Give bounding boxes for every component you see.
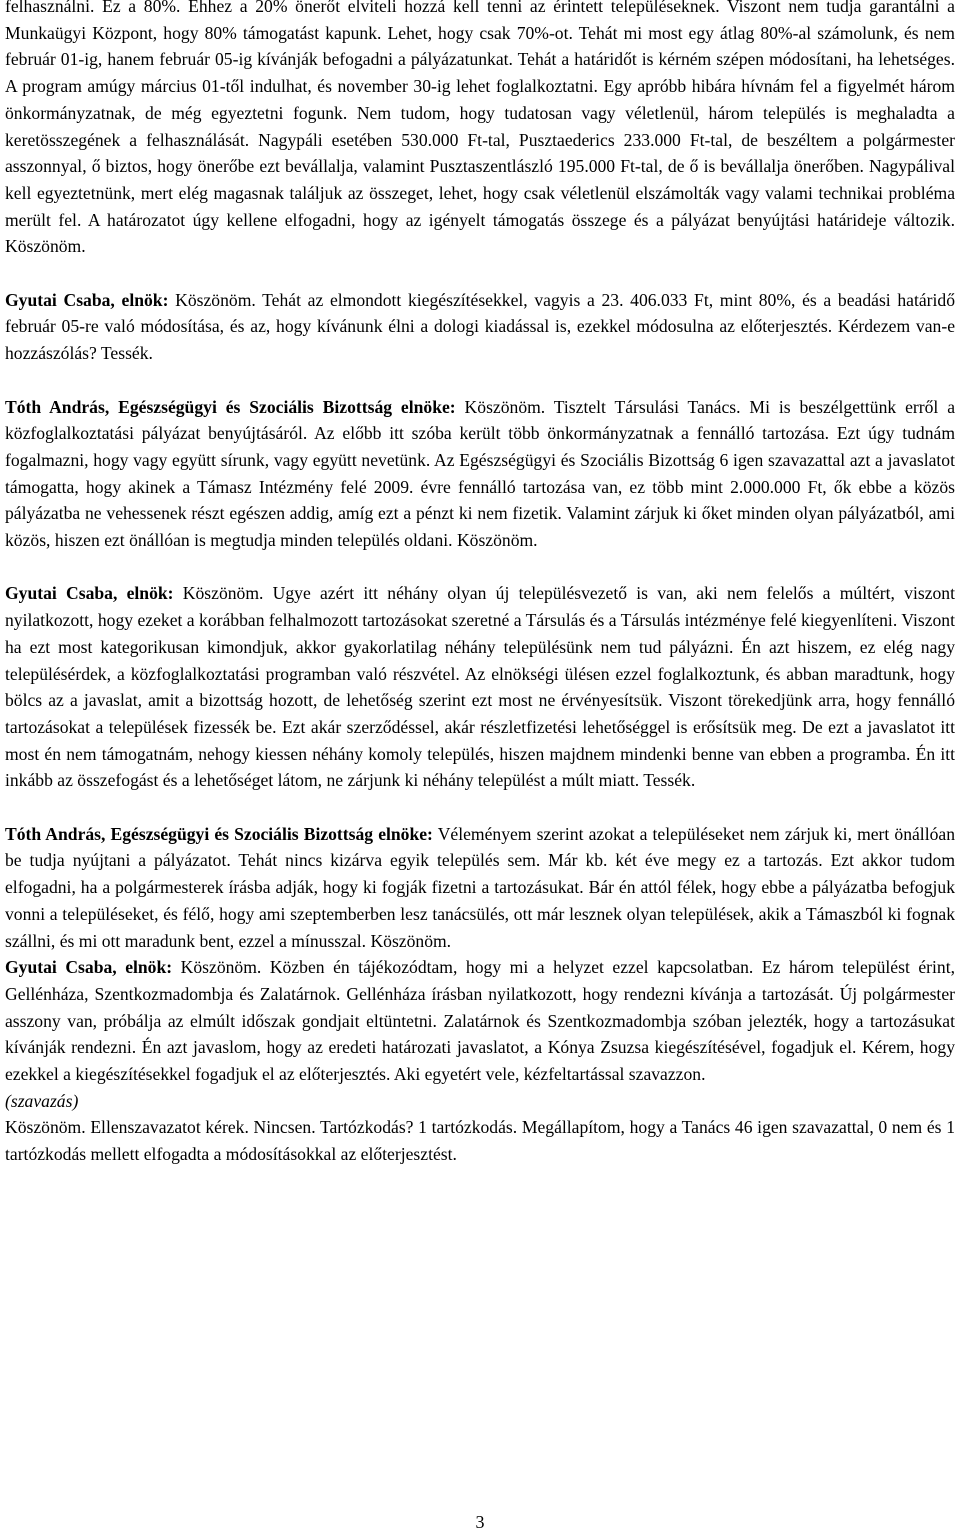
paragraph-gap bbox=[5, 367, 955, 394]
paragraph-chairman bbox=[5, 287, 955, 367]
speaker-label: Gyutai Csaba, elnök: bbox=[5, 957, 173, 978]
voting-note-text: (szavazás) bbox=[5, 1090, 79, 1111]
speaker-label: Tóth András, Egészségügyi és Szociális Bizottság elnöke: bbox=[5, 823, 433, 844]
paragraph-text: Köszönöm. Közben én tájékozódtam, hogy mi a helyzet ezzel kapcsolatban. Ez három települést érint, Gellénháza, Szentkozmadombja és Zalatárnok. Gellénháza írásban nyilatkozott, hogy rendezni kívánja a tartozását. Új polgármester asszony van, próbálja az elmúlt időszak gondjait eltüntetni. Zalatárnok és Szentkozmadombja szóban jelezték, hogy a tartozásukat kívánják rendezni. Én azt javaslom, hogy az eredeti határozati javaslatot, a Kónya Zsuzsa kiegészítésével, fogadjuk el. Kérem, hogy ezekkel a kiegészítésekkel fogadjuk el az előterjesztés. Aki egyetért vele, kézfeltartással szavazzon. bbox=[5, 957, 956, 1085]
speaker-label: Gyutai Csaba, elnök: bbox=[5, 583, 174, 604]
speaker-label: Gyutai Csaba, elnök: bbox=[5, 289, 169, 310]
paragraph-chairman bbox=[5, 954, 955, 1088]
paragraph-committee-chair bbox=[5, 394, 955, 554]
paragraph-text: Köszönöm. Ellenszavazatot kérek. Nincsen. Tartózkodás? 1 tartózkodás. Megállapítom, hogy a Tanács 46 igen szavazattal, 0 nem és 1 tartózkodás mellett elfogadta a módosításokkal az előterjesztést. bbox=[5, 1117, 955, 1165]
paragraph-text: felhasználni. Ez a 80%. Ehhez a 20% önerőt elviteli hozzá kell tenni az érintett településeknek. Viszont nem tudja garantálni a Munkaügyi Központ, hogy 80% támogatást kapunk. Lehet, hogy csak 70%-ot. Tehát mi most egy átlag 80%-al számolunk, és nem február 01-ig, hanem február 05-ig kívánják befogadni a pályázatunkat. Tehát a határidőt is kérném szépen módosítani, ha lehetséges. A program amúgy március 01-től indulhat, és november 30-ig lehet foglalkoztatni. Egy apróbb hibára hívnám fel a figyelmét három önkormányzatnak, de még egyeztetni fogunk. Nem tudom, hogy tudatosan vagy véletlenül, három település is meghaladta a keretösszegének a felhasználását. Nagypáli esetében 530.000 Ft-tal, Pusztaederics 233.000 Ft-tal, de beszéltem a polgármester asszonnyal, ő biztos, hogy önerőbe ezt bevállalja, valamint Pusztaszentlászló 195.000 Ft-tal, de ő is bevállalja önerőben. Nagypálival kell egyeztetnünk, mert elég magasnak találjuk az összeget, lehet, hogy csak véletlenül elszámolták vagy valami technikai probléma merült fel. A határozatot úgy kellene elfogadni, hogy az igényelt támogatás összege és a pályázat benyújtási határideje változik. Köszönöm. bbox=[5, 0, 955, 257]
voting-note bbox=[5, 1088, 955, 1115]
paragraph-chairman bbox=[5, 580, 955, 794]
paragraph-committee-chair bbox=[5, 821, 955, 955]
paragraph-text: Köszönöm. Ugye azért itt néhány olyan új településvezető is van, aki nem felelős a múltért, viszont nyilatkozott, hogy ezeket a korábban felhalmozott tartozásokat szeretné a Társulás és a Társulás intézménye felé kiegyenlíteni. Viszont ha ezt most kategorikusan kimondjuk, akkor gyakorlatilag néhány településünk nem tud pályázni. Én azt hiszem, ez elég nagy településérdek, a közfoglalkoztatási programban való részvétel. Az elnökségi ülésen ezzel foglalkoztunk, és abban maradtunk, hogy bölcs az a javaslat, amit a bizottság hozott, de lehetőség szerint ezt most ne érvényesítsük. Viszont törekedjünk arra, hogy fennálló tartozásokat a települések fizessék be. Ezt akár szerződéssel, akár részletfizetési lehetőséggel is erősítsük meg. De ezt a javaslatot itt most én nem támogatnám, nehogy kiessen néhány komoly település, hiszen majdnem mindenki benne van ebben a programba. Én itt inkább az összefogást és a lehetőséget látom, ne zárjunk ki néhány települést a múlt miatt. Tessék. bbox=[5, 583, 955, 791]
paragraph-gap bbox=[5, 794, 955, 821]
page-number: 3 bbox=[475, 1512, 485, 1532]
speaker-label: Tóth András, Egészségügyi és Szociális Bizottság elnöke: bbox=[5, 396, 456, 417]
paragraph-text: Köszönöm. Tehát az elmondott kiegészítésekkel, vagyis a 23. 406.033 Ft, mint 80%, és a beadási határidő február 05-re való módosítása, és az, hogy kívánunk élni a dologi kiadással is, ezekkel módosulna az előterjesztés. Kérdezem van-e hozzászólás? Tessék. bbox=[5, 289, 956, 364]
paragraph-vote-result bbox=[5, 1114, 955, 1167]
document-page bbox=[5, 0, 955, 1168]
paragraph-continuation bbox=[5, 0, 955, 260]
paragraph-text: Véleményem szerint azokat a településeket nem zárjuk ki, mert önállóan be tudja nyújtani a pályázatot. Tehát nincs kizárva egyik település sem. Már kb. két éve megy ez a tartozás. Ezt akkor tudom elfogadni, ha a polgármesterek írásba adják, hogy ki fogják fizetni a tartozásukat. Bár én attól félek, hogy ebbe a pályázatba befogjuk vonni a településeket, és félő, hogy ami szeptemberben lesz tanácsülés, ott már lesznek olyan települések, akik a Támaszból ki fognak szállni, és mi ott maradunk bent, ezzel a mínusszal. Köszönöm. bbox=[5, 823, 955, 951]
paragraph-gap bbox=[5, 554, 955, 581]
paragraph-gap bbox=[5, 260, 955, 287]
paragraph-text: Köszönöm. Tisztelt Társulási Tanács. Mi is beszélgettünk erről a közfoglalkoztatási pályázat benyújtásáról. Az előbb itt szóba került több önkormányzatnak a fennálló tartozása. Ezt úgy tudnám fogalmazni, hogy vagy együtt sírunk, vagy együtt nevetünk. Az Egészségügyi és Szociális Bizottság 6 igen szavazattal azt a javaslatot támogatta, hogy akinek a Támasz Intézmény felé 2009. évre fennálló tartozása van, ez több mint 2.000.000 Ft, ők ebbe a közös pályázatba ne vehessenek részt egészen addig, amíg ezt a pénzt ki nem fizetik. Valamint zárjuk ki őket minden olyan pályázatból, ami közös, hiszen ezt önállóan is megtudja minden település oldani. Köszönöm. bbox=[5, 396, 956, 551]
